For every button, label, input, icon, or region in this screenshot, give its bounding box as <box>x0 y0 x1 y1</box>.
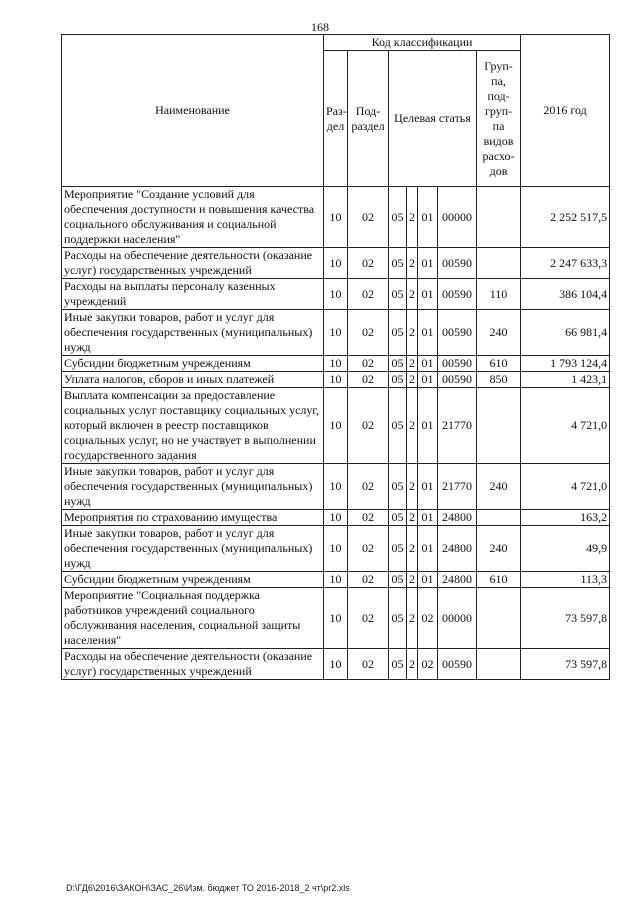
cell-target-direction: 00590 <box>438 649 477 680</box>
cell-target-subprogram: 2 <box>407 464 418 510</box>
cell-subsection: 02 <box>348 356 389 372</box>
cell-subsection: 02 <box>348 510 389 526</box>
cell-name: Иные закупки товаров, работ и услуг для обеспечения государственных (муниципальных) нужд <box>62 310 324 356</box>
cell-expense-type: 240 <box>477 464 521 510</box>
cell-name: Субсидии бюджетным учреждениям <box>62 356 324 372</box>
cell-expense-type <box>477 588 521 649</box>
cell-expense-type: 240 <box>477 526 521 572</box>
cell-target-program: 05 <box>389 356 407 372</box>
cell-target-event: 01 <box>418 279 438 310</box>
cell-target-event: 02 <box>418 649 438 680</box>
column-header-name: Наименование <box>62 35 324 187</box>
cell-target-event: 01 <box>418 187 438 248</box>
cell-target-subprogram: 2 <box>407 388 418 464</box>
cell-target-direction: 00590 <box>438 372 477 388</box>
cell-expense-type: 610 <box>477 572 521 588</box>
cell-target-subprogram: 2 <box>407 310 418 356</box>
cell-section: 10 <box>324 464 348 510</box>
cell-subsection: 02 <box>348 649 389 680</box>
cell-target-direction: 24800 <box>438 510 477 526</box>
cell-section: 10 <box>324 588 348 649</box>
cell-subsection: 02 <box>348 464 389 510</box>
cell-section: 10 <box>324 187 348 248</box>
cell-name: Расходы на выплаты персоналу казенных учреждений <box>62 279 324 310</box>
cell-target-subprogram: 2 <box>407 279 418 310</box>
table-row <box>62 187 610 248</box>
cell-target-program: 05 <box>389 310 407 356</box>
cell-name: Мероприятия по страхованию имущества <box>62 510 324 526</box>
cell-subsection: 02 <box>348 572 389 588</box>
cell-target-event: 01 <box>418 356 438 372</box>
cell-subsection: 02 <box>348 248 389 279</box>
cell-target-subprogram: 2 <box>407 588 418 649</box>
column-header-section: Раз- дел <box>324 51 348 187</box>
cell-expense-type: 610 <box>477 356 521 372</box>
cell-amount: 1 793 124,4 <box>521 356 610 372</box>
table-row <box>62 279 610 310</box>
cell-target-direction: 00590 <box>438 279 477 310</box>
cell-target-event: 01 <box>418 248 438 279</box>
cell-amount: 49,9 <box>521 526 610 572</box>
cell-target-direction: 24800 <box>438 526 477 572</box>
cell-target-program: 05 <box>389 187 407 248</box>
budget-table <box>61 34 610 680</box>
cell-target-direction: 21770 <box>438 464 477 510</box>
cell-name: Расходы на обеспечение деятельности (оказание услуг) государственных учреждений <box>62 248 324 279</box>
cell-subsection: 02 <box>348 388 389 464</box>
cell-subsection: 02 <box>348 279 389 310</box>
cell-expense-type <box>477 248 521 279</box>
cell-target-subprogram: 2 <box>407 572 418 588</box>
cell-target-direction: 24800 <box>438 572 477 588</box>
cell-target-direction: 00590 <box>438 356 477 372</box>
cell-section: 10 <box>324 510 348 526</box>
cell-name: Иные закупки товаров, работ и услуг для обеспечения государственных (муниципальных) нужд <box>62 464 324 510</box>
cell-expense-type: 240 <box>477 310 521 356</box>
cell-target-program: 05 <box>389 372 407 388</box>
cell-target-program: 05 <box>389 510 407 526</box>
cell-amount: 386 104,4 <box>521 279 610 310</box>
table-row <box>62 526 610 572</box>
cell-amount: 2 247 633,3 <box>521 248 610 279</box>
cell-target-subprogram: 2 <box>407 526 418 572</box>
cell-target-direction: 00590 <box>438 310 477 356</box>
cell-amount: 73 597,8 <box>521 649 610 680</box>
cell-amount: 73 597,8 <box>521 588 610 649</box>
cell-target-program: 05 <box>389 526 407 572</box>
cell-target-subprogram: 2 <box>407 248 418 279</box>
cell-section: 10 <box>324 356 348 372</box>
cell-expense-type: 110 <box>477 279 521 310</box>
cell-section: 10 <box>324 388 348 464</box>
table-row <box>62 388 610 464</box>
cell-amount: 4 721,0 <box>521 388 610 464</box>
cell-target-direction: 00000 <box>438 588 477 649</box>
cell-target-direction: 21770 <box>438 388 477 464</box>
cell-target-program: 05 <box>389 464 407 510</box>
cell-target-event: 01 <box>418 464 438 510</box>
cell-name: Расходы на обеспечение деятельности (оказание услуг) государственных учреждений <box>62 649 324 680</box>
cell-name: Мероприятие "Создание условий для обеспечения доступности и повышения качества социального обслуживания и социальной поддержки населения" <box>62 187 324 248</box>
cell-amount: 1 423,1 <box>521 372 610 388</box>
cell-target-event: 01 <box>418 372 438 388</box>
cell-expense-type <box>477 510 521 526</box>
cell-amount: 2 252 517,5 <box>521 187 610 248</box>
cell-subsection: 02 <box>348 310 389 356</box>
table-row <box>62 510 610 526</box>
cell-target-direction: 00000 <box>438 187 477 248</box>
cell-section: 10 <box>324 372 348 388</box>
cell-section: 10 <box>324 310 348 356</box>
table-row <box>62 310 610 356</box>
cell-target-direction: 00590 <box>438 248 477 279</box>
cell-expense-type <box>477 649 521 680</box>
table-row <box>62 464 610 510</box>
cell-target-program: 05 <box>389 279 407 310</box>
cell-expense-type: 850 <box>477 372 521 388</box>
cell-section: 10 <box>324 526 348 572</box>
cell-subsection: 02 <box>348 187 389 248</box>
cell-target-program: 05 <box>389 572 407 588</box>
cell-target-subprogram: 2 <box>407 356 418 372</box>
cell-section: 10 <box>324 248 348 279</box>
cell-target-event: 01 <box>418 388 438 464</box>
cell-target-program: 05 <box>389 588 407 649</box>
cell-target-program: 05 <box>389 649 407 680</box>
cell-subsection: 02 <box>348 588 389 649</box>
cell-expense-type <box>477 187 521 248</box>
cell-section: 10 <box>324 279 348 310</box>
column-header-expense-type: Груп- па, под- груп- па видов расхо- дов <box>477 51 521 187</box>
table-row <box>62 588 610 649</box>
table-row <box>62 572 610 588</box>
cell-target-subprogram: 2 <box>407 649 418 680</box>
cell-target-subprogram: 2 <box>407 187 418 248</box>
cell-amount: 163,2 <box>521 510 610 526</box>
cell-amount: 4 721,0 <box>521 464 610 510</box>
column-header-subsection: Под- раздел <box>348 51 389 187</box>
cell-subsection: 02 <box>348 526 389 572</box>
cell-name: Мероприятие "Социальная поддержка работников учреждений социального обслуживания населения, социальной защиты населения" <box>62 588 324 649</box>
cell-expense-type <box>477 388 521 464</box>
cell-target-program: 05 <box>389 388 407 464</box>
cell-target-subprogram: 2 <box>407 510 418 526</box>
column-header-year: 2016 год <box>521 35 610 187</box>
cell-section: 10 <box>324 572 348 588</box>
column-header-target: Целевая статья <box>389 51 477 187</box>
table-row <box>62 372 610 388</box>
table-row <box>62 649 610 680</box>
cell-target-subprogram: 2 <box>407 372 418 388</box>
column-header-code-group: Код классификации <box>324 35 521 51</box>
cell-target-event: 01 <box>418 510 438 526</box>
cell-target-program: 05 <box>389 248 407 279</box>
table-body <box>62 187 610 680</box>
footer-file-path: D:\ГД6\2016\ЗАКОН\ЗАС_26\Изм. бюджет ТО 2016-2018_2 чт\pr2.xls <box>66 883 350 893</box>
cell-amount: 113,3 <box>521 572 610 588</box>
page-number: 168 <box>311 20 329 34</box>
cell-name: Иные закупки товаров, работ и услуг для обеспечения государственных (муниципальных) нужд <box>62 526 324 572</box>
table-row <box>62 248 610 279</box>
table-row <box>62 356 610 372</box>
cell-section: 10 <box>324 649 348 680</box>
cell-subsection: 02 <box>348 372 389 388</box>
cell-target-event: 01 <box>418 310 438 356</box>
cell-target-event: 01 <box>418 572 438 588</box>
cell-name: Выплата компенсации за предоставление социальных услуг поставщику социальных услуг, который включен в реестр поставщиков социальных услуг, но не участвует в выполнении государственного задания <box>62 388 324 464</box>
cell-target-event: 01 <box>418 526 438 572</box>
cell-amount: 66 981,4 <box>521 310 610 356</box>
cell-target-event: 02 <box>418 588 438 649</box>
cell-name: Уплата налогов, сборов и иных платежей <box>62 372 324 388</box>
cell-name: Субсидии бюджетным учреждениям <box>62 572 324 588</box>
